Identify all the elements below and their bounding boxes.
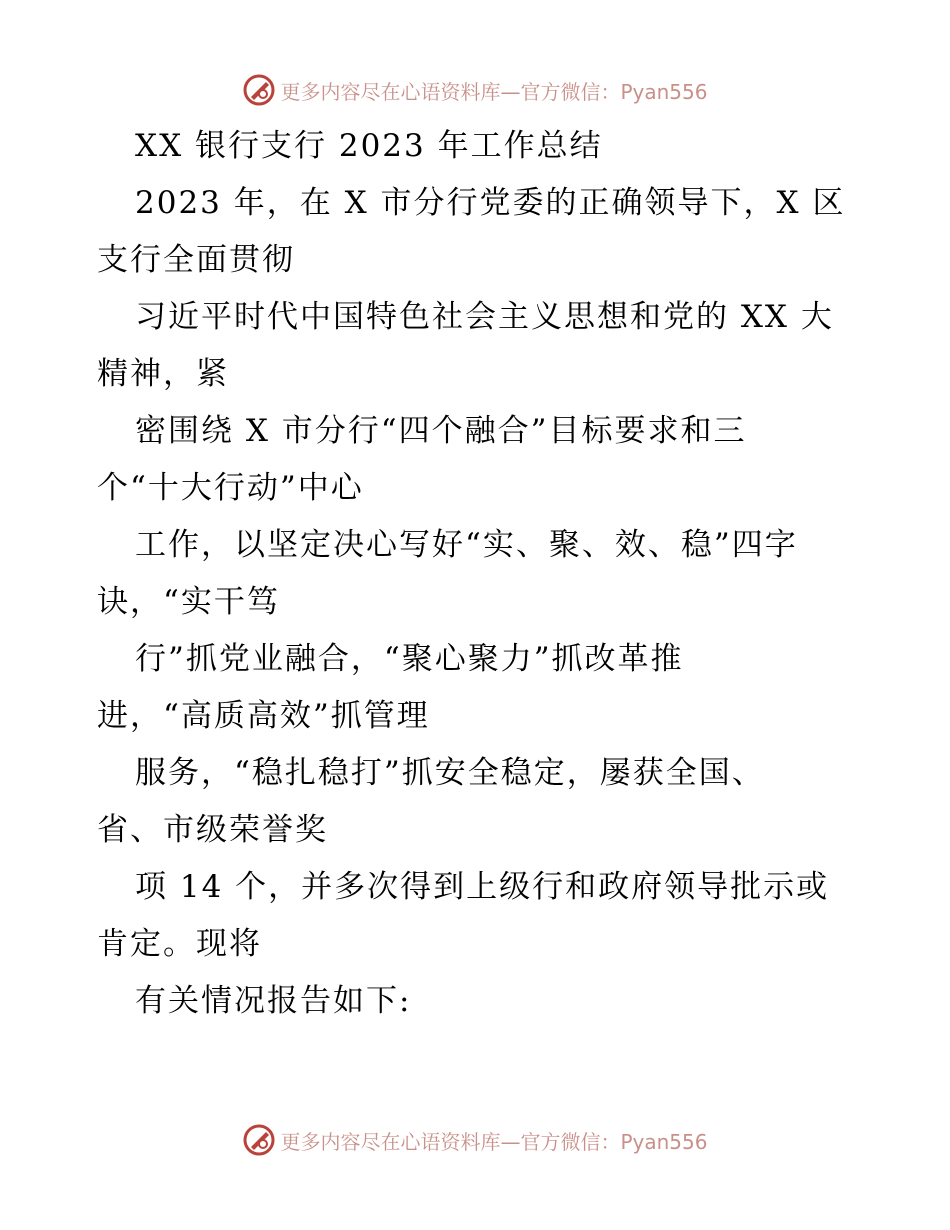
paragraph-line: 行”抓党业融合，“聚心聚力”抓改革推 <box>135 641 684 677</box>
paragraph-line: 习近平时代中国特色社会主义思想和党的 XX 大 <box>135 299 834 335</box>
paragraph-line: 2023 年，在 X 市分行党委的正确领导下，X 区 <box>135 185 846 221</box>
watermark-banner-bottom <box>0 1120 950 1160</box>
paragraph-line: 有关情况报告如下: <box>135 983 412 1019</box>
pen-seal-icon <box>242 73 276 107</box>
watermark-text: 更多内容尽在心语资料库—官方微信：Pyan556 <box>280 1129 708 1154</box>
watermark-text: 更多内容尽在心语资料库—官方微信：Pyan556 <box>280 79 708 104</box>
document-body <box>97 118 877 1030</box>
paragraph-line: 省、市级荣誉奖 <box>97 812 328 848</box>
paragraph-line: 服务，“稳扎稳打”抓安全稳定，屡获全国、 <box>135 755 765 791</box>
paragraph-line: 精神，紧 <box>97 356 229 392</box>
paragraph-line: 肯定。现将 <box>97 926 262 962</box>
paragraph-line: 工作，以坚定决心写好“实、聚、效、稳”四字 <box>135 527 798 563</box>
paragraph-line: 进，“高质高效”抓管理 <box>97 698 430 734</box>
document-title: XX 银行支行 2023 年工作总结 <box>135 128 603 164</box>
paragraph-line: 支行全面贯彻 <box>97 242 295 278</box>
paragraph-line: 密围绕 X 市分行“四个融合”目标要求和三 <box>135 413 747 449</box>
paragraph-line: 个“十大行动”中心 <box>97 470 364 506</box>
paragraph-line: 诀，“实干笃 <box>97 584 280 620</box>
watermark-banner-top <box>0 70 950 110</box>
pen-seal-icon <box>242 1123 276 1157</box>
paragraph-line: 项 14 个，并多次得到上级行和政府领导批示或 <box>135 869 830 905</box>
